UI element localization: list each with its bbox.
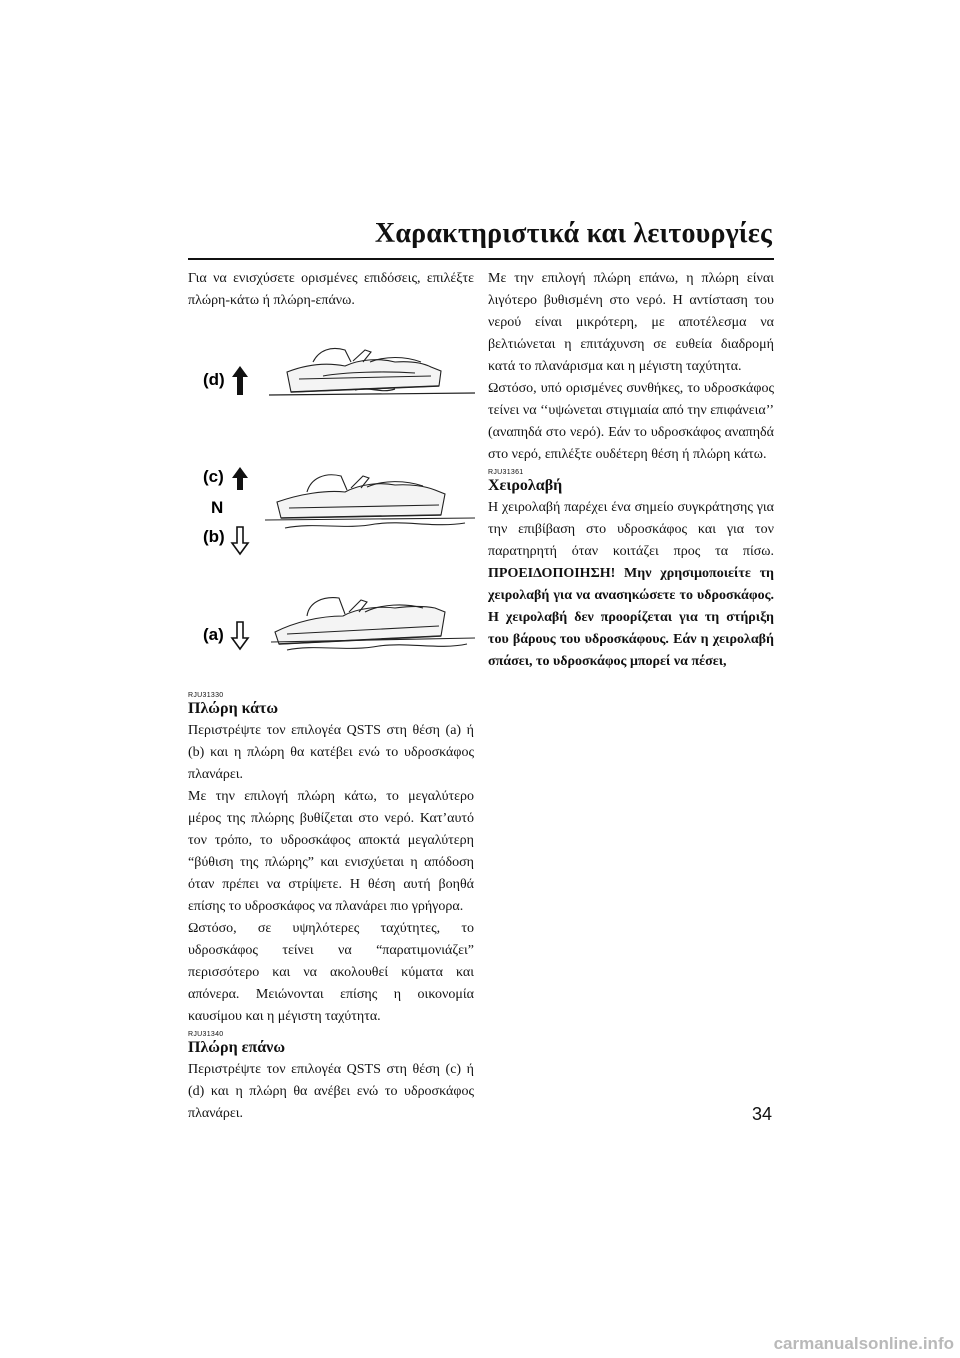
grab-handle-paragraph bbox=[488, 497, 774, 673]
page-number: 34 bbox=[751, 1104, 772, 1124]
grab-handle-warning: ΠΡΟΕΙΔΟΠΟΙΗΣΗ! Μην χρησιμοποιείτε τη χειρολαβή για να ανασηκώσετε το υδροσκάφος. Η χειρολαβή δεν προορίζεται για τη στήριξη του βάρους του υδροσκάφους. Εάν η χειρολαβή σπάσει, το υδροσκάφος μπορεί να πέσει, bbox=[488, 566, 774, 669]
heading-grab-handle: Χειρολαβή bbox=[488, 477, 563, 494]
bow-down-paragraph-3: Ωστόσο, σε υψηλότερες ταχύτητες, το υδροσκάφος τείνει να “παρατιμονιάζει” περισσότερο και να ακολουθεί κύματα και απόνερα. Μειώνονται επίσης η οικονομία καυσίμου και η μέγιστη ταχύτητα. bbox=[188, 921, 474, 1024]
label-a: (a) bbox=[203, 625, 224, 644]
arrow-up-solid-c-icon bbox=[232, 467, 248, 490]
left-column-body bbox=[188, 689, 474, 1125]
heading-bow-up: Πλώρη επάνω bbox=[188, 1039, 286, 1056]
page-header-title: Χαρακτηριστικά και λειτουργίες bbox=[374, 218, 772, 249]
right-column bbox=[488, 268, 774, 673]
arrow-down-outline-b-icon bbox=[232, 527, 248, 554]
label-b: (b) bbox=[203, 527, 225, 546]
water-line-neutral bbox=[265, 518, 475, 528]
section-code-bow-down: RJU31330 bbox=[188, 692, 224, 699]
header-divider bbox=[188, 258, 774, 260]
intro-paragraph: Για να ενισχύσετε ορισμένες επιδόσεις, επιλέξτε πλώρη-κάτω ή πλώρη-επάνω. bbox=[188, 271, 474, 308]
right-paragraph-2: Ωστόσο, υπό ορισμένες συνθήκες, το υδροσκάφος τείνει να ‘‘υψώνεται στιγμιαία από την επιφάνεια’’ (αναπηδά στο νερό). Εάν το υδροσκάφος αναπηδά στο νερό, επιλέξτε ουδέτερη θέση ή πλώρη κάτω. bbox=[488, 381, 774, 462]
label-d: (d) bbox=[203, 370, 225, 389]
right-paragraph-1: Με την επιλογή πλώρη επάνω, η πλώρη είναι λιγότερο βυθισμένη στο νερό. Η αντίσταση του νερού είναι μικρότερη, με αποτέλεσμα να βελτιώνεται η επιτάχυνση σε ευθεία διαδρομή κατά το πλανάρισμα και η μέγιστη ταχύτητα. bbox=[488, 271, 774, 374]
bow-down-paragraph-2: Με την επιλογή πλώρη κάτω, το μεγαλύτερο μέρος της πλώρης βυθίζεται στο νερό. Κατ’αυτό τον τρόπο, το υδροσκάφος αποκτά μεγαλύτερη “βύθιση της πλώρης” και ενισχύεται η απόδοση όταν πρέπει να στρίψετε. Η θέση αυτή βοηθά επίσης το υδροσκάφος να πλανάρει πιο γρήγορα. bbox=[188, 789, 474, 914]
watermark: carmanualsonline.info bbox=[773, 1334, 954, 1353]
bow-down-paragraph-1: Περιστρέψτε τον επιλογέα QSTS στη θέση (a) ή (b) και η πλώρη θα κατέβει ενώ το υδροσκάφος πλανάρει. bbox=[188, 723, 474, 782]
jet-ski-bow-down-image bbox=[275, 598, 445, 644]
arrow-down-outline-a-icon bbox=[232, 622, 248, 649]
left-column-intro bbox=[188, 268, 474, 312]
grab-handle-text: Η χειρολαβή παρέχει ένα σημείο συγκράτησης για την επιβίβαση στο υδροσκάφος και για τον παρατηρητή όταν κοιτάζει προς τα πίσω. bbox=[488, 500, 774, 559]
label-c: (c) bbox=[203, 467, 224, 486]
bow-up-paragraph-1: Περιστρέψτε τον επιλογέα QSTS στη θέση (c) ή (d) και η πλώρη θα ανέβει ενώ το υδροσκάφος πλανάρει. bbox=[188, 1062, 474, 1121]
jet-ski-bow-up-image bbox=[287, 349, 441, 393]
heading-bow-down: Πλώρη κάτω bbox=[188, 700, 279, 717]
trim-position-figure bbox=[195, 332, 475, 672]
label-neutral: N bbox=[211, 498, 224, 517]
section-code-grab-handle: RJU31361 bbox=[488, 469, 524, 476]
arrow-up-solid-d-icon bbox=[232, 366, 248, 395]
jet-ski-neutral-image bbox=[277, 475, 445, 518]
section-code-bow-up: RJU31340 bbox=[188, 1031, 224, 1038]
